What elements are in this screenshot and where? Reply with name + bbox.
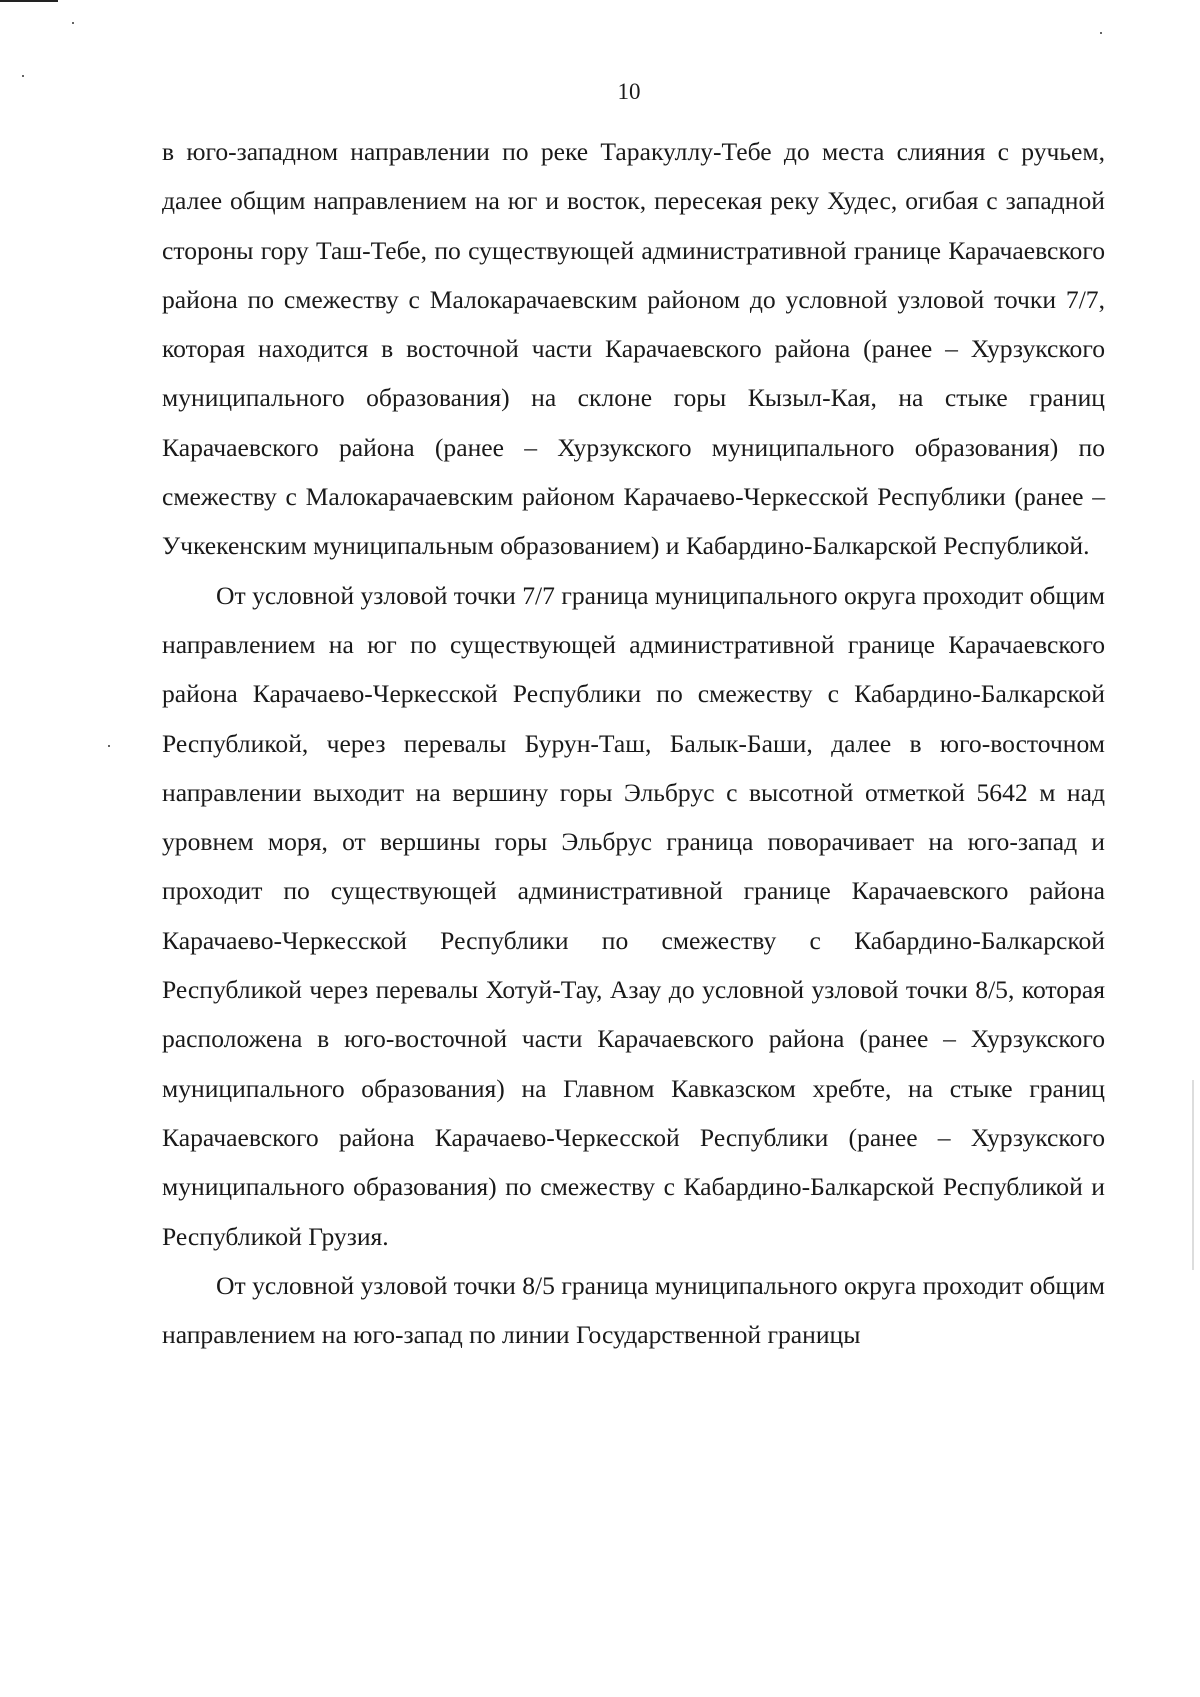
scan-artifact-edge xyxy=(1192,1080,1194,1270)
scan-artifact-mark xyxy=(0,0,58,2)
scan-artifact-dot xyxy=(1100,32,1102,34)
paragraph: От условной узловой точки 7/7 граница муниципального округа проходит общим направлением на юг по существующей административной границе Карачаевского района Карачаево-Черкесской Республики по смежеству с Кабардино-Балкарской Республикой, через перевалы Бурун-Таш, Балык-Баши, далее в юго-восточном направлении выходит на вершину горы Эльбрус с высотной отметкой 5642 м над уровнем моря, от вершины горы Эльбрус граница поворачивает на юго-запад и проходит по существующей административной границе Карачаевского района Карачаево-Черкесской Республики по смежеству с Кабардино-Балкарской Республикой через перевалы Хотуй-Тау, Азау до условной узловой точки 8/5, которая расположена в юго-восточной части Карачаевского района (ранее – Хурзукского муниципального образования) на Главном Кавказском хребте, на стыке границ Карачаевского района Карачаево-Черкесской Республики (ранее – Хурзукского муниципального образования) по смежеству с Кабардино-Балкарской Республикой и Республикой Грузия. xyxy=(162,580,1105,1251)
scan-artifact-dot xyxy=(22,75,24,77)
document-body xyxy=(162,127,1105,1359)
page-number: 10 xyxy=(617,79,641,104)
paragraph: в юго-западном направлении по реке Таракуллу-Тебе до места слияния с ручьем, далее общим направлением на юг и восток, пересекая реку Худес, огибая с западной стороны гору Таш-Тебе, по существующей административной границе Карачаевского района по смежеству с Малокарачаевским районом до условной узловой точки 7/7, которая находится в восточной части Карачаевского района (ранее – Хурзукского муниципального образования) на склоне горы Кызыл-Кая, на стыке границ Карачаевского района (ранее – Хурзукского муниципального образования) по смежеству с Малокарачаевским районом Карачаево-Черкесской Республики (ранее – Учкекенским муниципальным образованием) и Кабардино-Балкарской Республикой. xyxy=(162,137,1105,561)
scan-artifact-dot xyxy=(108,745,110,747)
scan-artifact-dot xyxy=(72,22,74,24)
paragraph: От условной узловой точки 8/5 граница муниципального округа проходит общим направлением на юго-запад по линии Государственной границы xyxy=(162,1270,1105,1350)
